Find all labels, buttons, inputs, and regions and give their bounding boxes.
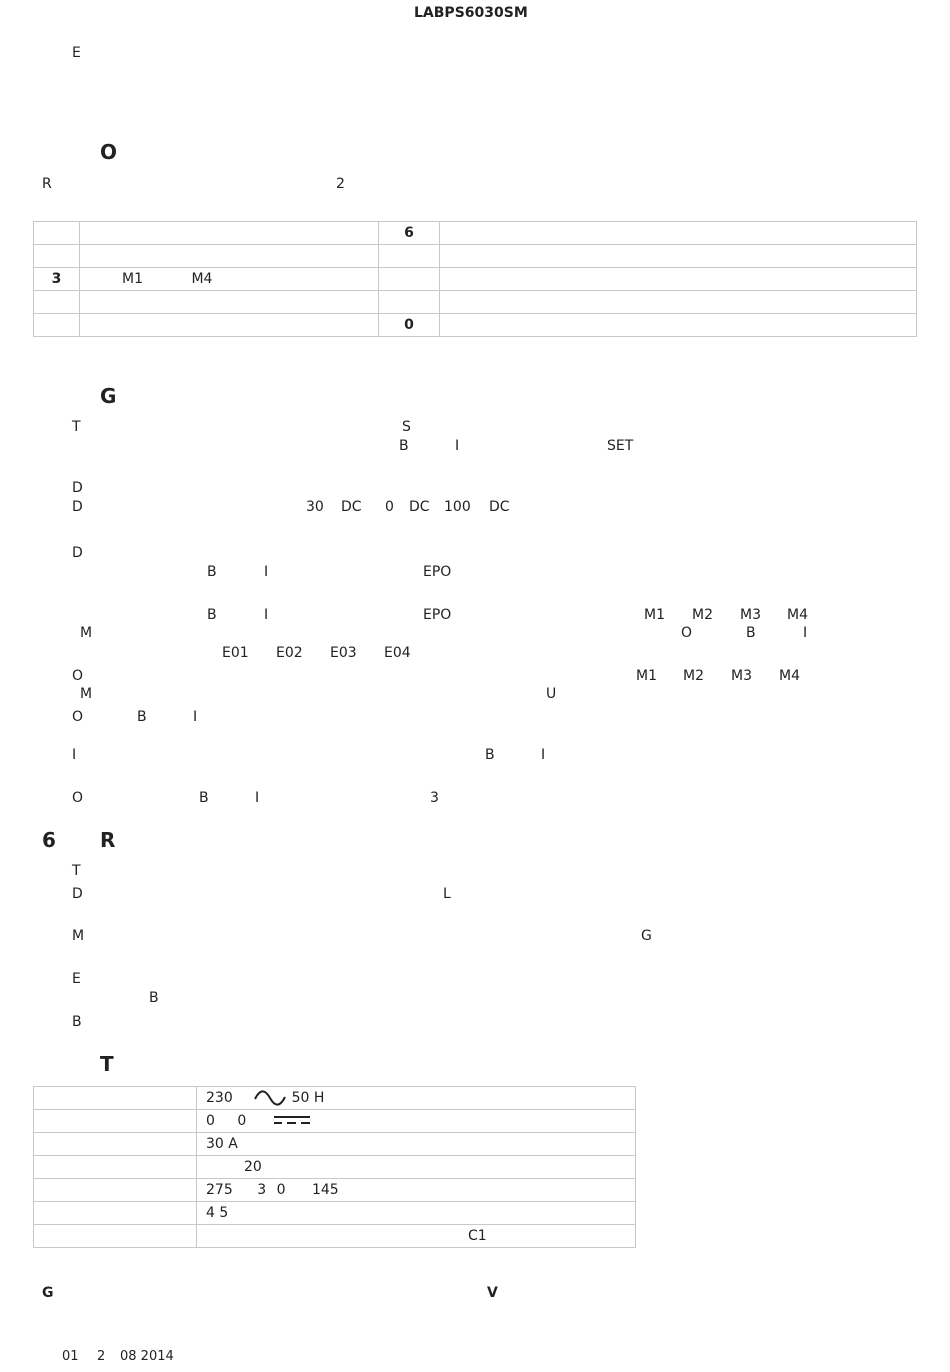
table-cell: 0 <box>379 314 440 337</box>
section-6-heading: R <box>100 828 116 852</box>
g-line-10-m1: M1 <box>636 668 657 684</box>
r-line-5: B <box>149 990 159 1006</box>
g-line-9-e04: E04 <box>384 645 411 661</box>
g-line-13-c: I <box>541 747 546 763</box>
g-line-14-c: I <box>255 790 260 806</box>
table-row <box>34 222 917 245</box>
table-row <box>34 1225 636 1248</box>
intro-letter: E <box>72 45 81 61</box>
g-line-2-a: B <box>399 438 409 454</box>
spec-r6: 4 5 <box>206 1205 229 1221</box>
g-line-7-a: B <box>207 607 217 623</box>
spec-r7: C1 <box>468 1228 487 1244</box>
g-line-12-c: I <box>193 709 198 725</box>
table-row <box>34 1156 636 1179</box>
table-row <box>34 314 917 337</box>
g-line-8-c: B <box>746 625 756 641</box>
g-line-6-b: I <box>264 564 269 580</box>
g-line-9-e02: E02 <box>276 645 303 661</box>
table-row <box>34 1087 636 1110</box>
table-row <box>34 1179 636 1202</box>
specs-table <box>33 1086 636 1248</box>
g-line-5: D <box>72 545 83 561</box>
table-cell-m4: M4 <box>191 271 213 287</box>
section-o-heading: O <box>100 140 118 164</box>
footer-left: G <box>42 1285 54 1301</box>
section-6-number: 6 <box>42 828 56 852</box>
spec-current: 30 A <box>206 1136 238 1152</box>
g-line-7-epo: EPO <box>423 607 452 623</box>
g-line-12-a: O <box>72 709 84 725</box>
footer-date-b: 2 <box>97 1349 106 1364</box>
section-g-heading: G <box>100 384 117 408</box>
table-row <box>34 1110 636 1133</box>
footer-date-a: 01 <box>62 1349 79 1364</box>
g-line-8-b: O <box>681 625 693 641</box>
r-line-6: B <box>72 1014 82 1030</box>
table-row <box>34 268 917 291</box>
g-line-1-b: S <box>402 419 411 435</box>
g-line-8-d: I <box>803 625 808 641</box>
spec-r5-d: 145 <box>311 1182 339 1198</box>
section-t-heading: T <box>100 1052 114 1076</box>
g-line-8-a: M <box>80 625 93 641</box>
g-line-10-m4: M4 <box>779 668 800 684</box>
table-cell-m1: M1 <box>122 271 143 287</box>
g-line-4-v1: 30 <box>306 499 324 515</box>
g-line-11-a: M <box>80 686 93 702</box>
table-row <box>34 1202 636 1225</box>
spec-r4: 20 <box>244 1159 262 1175</box>
g-line-14-a: O <box>72 790 84 806</box>
spec-voltage: 230 <box>206 1090 233 1106</box>
g-line-4-v2: 0 <box>385 499 394 515</box>
footer-date-c: 08 2014 <box>120 1349 174 1364</box>
footer-right: V <box>487 1285 498 1301</box>
g-line-13-b: B <box>485 747 495 763</box>
g-line-4-u1: DC <box>341 499 362 515</box>
spec-r2-b: 0 <box>237 1113 247 1129</box>
g-line-2-set: SET <box>607 438 634 454</box>
g-line-3: D <box>72 480 83 496</box>
table-row <box>34 1133 636 1156</box>
g-line-7-m3: M3 <box>740 607 761 623</box>
g-line-1-a: T <box>72 419 81 435</box>
r-line-2-b: L <box>443 886 451 902</box>
dc-symbol-icon <box>273 1114 311 1128</box>
table-row <box>34 291 917 314</box>
spec-r5-b: 3 <box>257 1182 267 1198</box>
g-line-7-m1: M1 <box>644 607 665 623</box>
section-o-label: R <box>42 176 52 192</box>
r-line-2-a: D <box>72 886 83 902</box>
g-line-13-a: I <box>72 747 77 763</box>
spec-r5-a: 275 <box>206 1182 233 1198</box>
g-line-11-b: U <box>546 686 557 702</box>
g-line-6-epo: EPO <box>423 564 452 580</box>
table-cell: 3 <box>34 268 80 291</box>
g-line-12-b: B <box>137 709 147 725</box>
table-cell: 6 <box>379 222 440 245</box>
r-line-3-b: G <box>641 928 652 944</box>
g-line-10-a: O <box>72 668 84 684</box>
g-line-7-b: I <box>264 607 269 623</box>
ac-sine-icon <box>253 1089 287 1107</box>
g-line-10-m3: M3 <box>731 668 752 684</box>
g-line-4-v3: 100 <box>444 499 471 515</box>
g-line-7-m2: M2 <box>692 607 713 623</box>
spec-frequency: 50 H <box>291 1090 325 1106</box>
table-row <box>34 245 917 268</box>
section-o-number: 2 <box>336 176 345 192</box>
r-line-3-a: M <box>72 928 85 944</box>
g-line-4-u3: DC <box>489 499 510 515</box>
spec-r2-a: 0 <box>206 1113 215 1129</box>
g-line-4-u2: DC <box>409 499 430 515</box>
g-line-6-a: B <box>207 564 217 580</box>
g-line-7-m4: M4 <box>787 607 808 623</box>
section-o-table <box>33 221 917 337</box>
r-line-4: E <box>72 971 81 987</box>
g-line-4-a: D <box>72 499 83 515</box>
g-line-9-e03: E03 <box>330 645 357 661</box>
g-line-2-b: I <box>455 438 460 454</box>
document-title: LABPS6030SM <box>414 5 528 21</box>
g-line-10-m2: M2 <box>683 668 704 684</box>
g-line-9-e01: E01 <box>222 645 249 661</box>
g-line-14-d: 3 <box>430 790 439 806</box>
spec-r5-c: 0 <box>276 1182 286 1198</box>
g-line-14-b: B <box>199 790 209 806</box>
r-line-1: T <box>72 863 81 879</box>
